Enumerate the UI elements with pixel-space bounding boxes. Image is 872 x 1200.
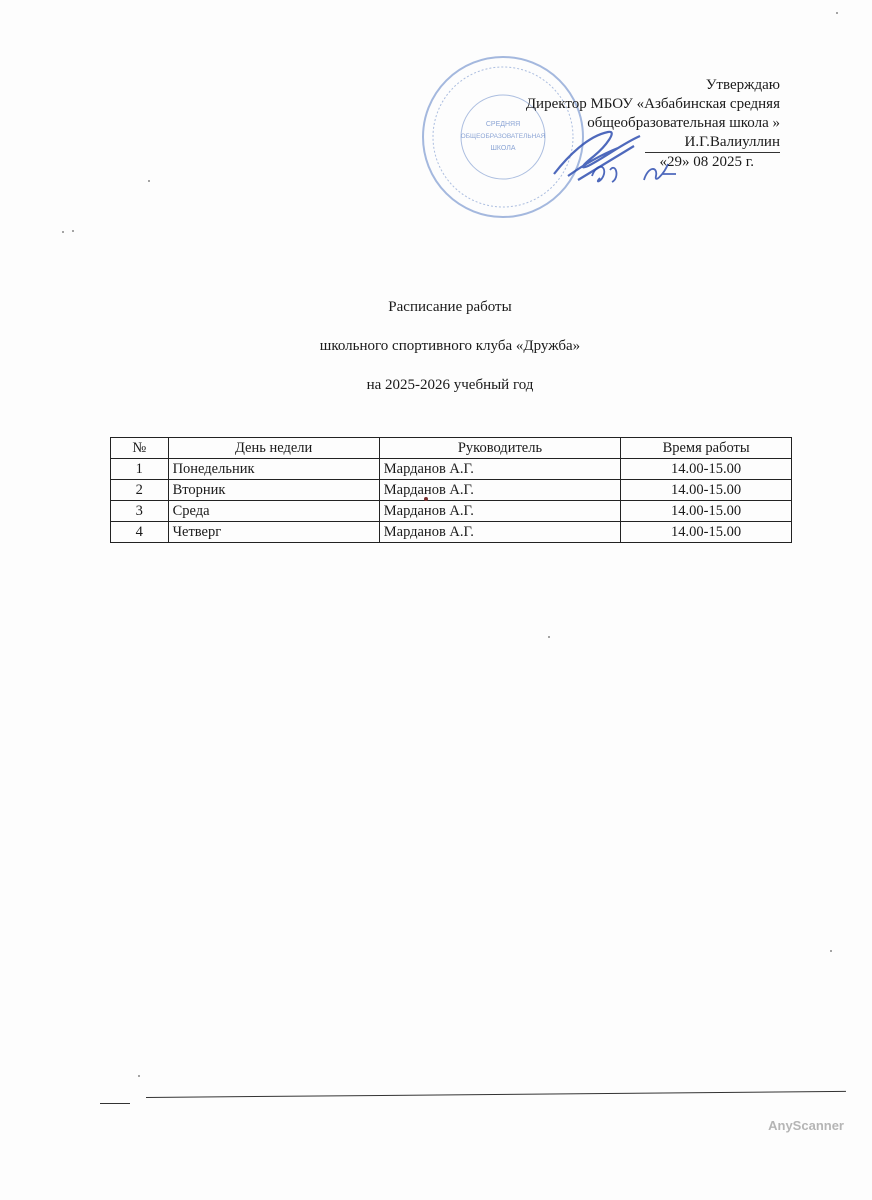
scan-speck <box>148 180 150 182</box>
stamp-text-2: ОБЩЕОБРАЗОВАТЕЛЬНАЯ <box>460 133 546 140</box>
header-day: День недели <box>168 438 379 459</box>
scan-edge-line <box>100 1103 130 1104</box>
cell-day: Понедельник <box>168 459 379 480</box>
scan-speck <box>138 1075 140 1077</box>
cell-time: 14.00-15.00 <box>621 480 792 501</box>
table-row <box>111 480 792 501</box>
cell-day: Четверг <box>168 522 379 543</box>
approval-title: Утверждаю <box>705 77 780 93</box>
title-line-2: школьного спортивного клуба «Дружба» <box>319 338 581 354</box>
scan-speck <box>836 12 838 14</box>
table-row <box>111 522 792 543</box>
cell-time: 14.00-15.00 <box>621 522 792 543</box>
approval-director-name: И.Г.Валиуллин <box>645 133 781 153</box>
title-line-1: Расписание работы <box>388 299 512 315</box>
scan-speck <box>424 497 428 501</box>
cell-day: Вторник <box>168 480 379 501</box>
schedule-table <box>110 437 792 543</box>
title-line-3: на 2025-2026 учебный год <box>366 377 534 393</box>
cell-leader: Марданов А.Г. <box>379 459 620 480</box>
header-time: Время работы <box>621 438 792 459</box>
cell-number: 2 <box>111 480 169 501</box>
cell-leader: Марданов А.Г. <box>379 522 620 543</box>
scan-speck <box>548 636 550 638</box>
cell-leader: Марданов А.Г. <box>379 480 620 501</box>
cell-number: 4 <box>111 522 169 543</box>
cell-number: 1 <box>111 459 169 480</box>
cell-time: 14.00-15.00 <box>621 501 792 522</box>
scan-speck <box>830 950 832 952</box>
table-row <box>111 501 792 522</box>
table-header-row <box>111 438 792 459</box>
date-handwriting <box>586 156 696 190</box>
header-number: № <box>111 438 169 459</box>
cell-day: Среда <box>168 501 379 522</box>
document-title <box>0 296 872 413</box>
cell-leader: Марданов А.Г. <box>379 501 620 522</box>
approval-organization: общеобразовательная школа » <box>587 115 780 131</box>
table-row <box>111 459 792 480</box>
header-leader: Руководитель <box>379 438 620 459</box>
stamp-text-1: СРЕДНЯЯ <box>485 121 521 128</box>
stamp-text-3: ШКОЛА <box>490 145 516 152</box>
approval-date: «29» 08 2025 г. <box>659 154 754 170</box>
scanner-watermark: AnyScanner <box>768 1118 844 1133</box>
approval-position: Директор МБОУ «Азбабинская средняя <box>525 96 780 112</box>
scan-speck <box>72 230 74 232</box>
cell-time: 14.00-15.00 <box>621 459 792 480</box>
cell-number: 3 <box>111 501 169 522</box>
scan-speck <box>62 231 64 233</box>
scan-edge-line <box>146 1091 846 1098</box>
